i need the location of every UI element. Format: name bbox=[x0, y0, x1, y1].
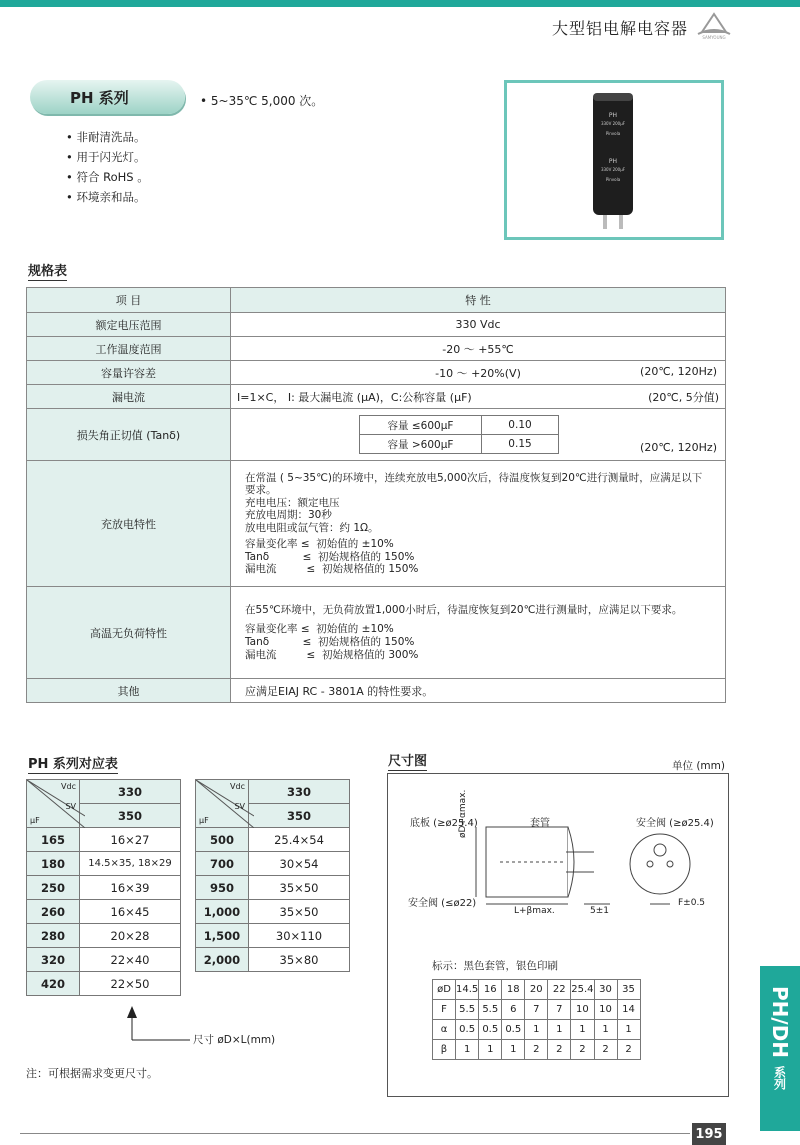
table-row: 320 22×40 2,000 35×80 bbox=[27, 948, 350, 972]
feature-item: • 环境亲和品。 bbox=[66, 190, 146, 204]
row-value bbox=[231, 385, 726, 409]
pitch-label: F±0.5 bbox=[678, 898, 706, 908]
vent-label: 安全阀 (≥ø25.4) bbox=[636, 818, 714, 829]
product-photo bbox=[504, 80, 724, 240]
ht-line: Tanδ ≤ 初始规格值的 150% bbox=[245, 635, 415, 648]
row-value: 330 Vdc bbox=[231, 313, 726, 337]
size-note: 尺寸 øD×L(mm) bbox=[193, 1034, 276, 1046]
row-label: 额定电压范围 bbox=[27, 313, 231, 337]
feature-item: • 用于闪光灯。 bbox=[66, 150, 146, 164]
svg-text:330V 200µF: 330V 200µF bbox=[600, 167, 626, 172]
row-value bbox=[231, 461, 726, 587]
leakage-condition: (20℃, 5分值) bbox=[648, 390, 719, 404]
cd-line: 充放电周期：30秒 bbox=[245, 509, 332, 521]
unit-label: 单位 (mm) bbox=[672, 760, 725, 772]
col-header-item: 项 目 bbox=[27, 288, 231, 313]
tan-cell: 容量 >600µF bbox=[360, 435, 482, 454]
samyoung-logo-icon bbox=[694, 12, 734, 40]
ht-line: 漏电流 ≤ 初始规格值的 300% bbox=[245, 648, 419, 661]
leakage-value: I=1×C， I: 最大漏电流 (µA)，C:公称容量 (µF) bbox=[237, 390, 472, 404]
col-header-char: 特 性 bbox=[231, 288, 726, 313]
table-row bbox=[27, 409, 726, 461]
header-title: 大型铝电解电容器 bbox=[551, 19, 688, 38]
uf-label: µF bbox=[199, 816, 209, 825]
sv-label: SV bbox=[234, 802, 245, 811]
footer-rule bbox=[20, 1133, 690, 1134]
row-value bbox=[231, 361, 726, 385]
cd-line: 在常温 ( 5~35℃)的环境中，连续充放电5,000次后，待温度恢复到20℃进行测量时，应满足以下要求。 bbox=[245, 471, 703, 496]
svg-text:330V 200µF: 330V 200µF bbox=[600, 121, 626, 126]
vdc-label: Vdc bbox=[61, 782, 76, 791]
tolerance-value: -10 ～ +20%(V) bbox=[435, 366, 521, 380]
sv-label: SV bbox=[65, 802, 76, 811]
uf-label: µF bbox=[30, 816, 40, 825]
vent-bottom-label: 安全阀 (≤ø22) bbox=[408, 898, 477, 909]
side-tab-title: PH/DH bbox=[768, 986, 792, 1059]
row-value bbox=[231, 587, 726, 679]
row-label: 工作温度范围 bbox=[27, 337, 231, 361]
side-tab-sub: 系列 bbox=[772, 1066, 787, 1091]
table-row: 420 22×50 bbox=[27, 972, 350, 996]
svg-text:PH: PH bbox=[608, 112, 618, 119]
page-number: 195 bbox=[692, 1123, 726, 1145]
col-voltage: 330 bbox=[80, 780, 181, 804]
dimension-drawing bbox=[388, 774, 728, 914]
table-row: 260 16×45 1,000 35×50 bbox=[27, 900, 350, 924]
table-row bbox=[27, 313, 726, 337]
cd-line: Tanδ ≤ 初始规格值的 150% bbox=[245, 550, 415, 563]
top-accent-bar bbox=[0, 0, 800, 7]
cd-line: 容量变化率 ≤ 初始值的 ±10% bbox=[245, 538, 394, 550]
correspond-title: PH 系列对应表 bbox=[28, 753, 118, 774]
table-row bbox=[27, 337, 726, 361]
table-row bbox=[27, 288, 726, 313]
dimension-diagram bbox=[387, 773, 729, 1097]
marking-note: 标示：黑色套管，银色印刷 bbox=[432, 960, 558, 972]
spec-section-title: 规格表 bbox=[28, 260, 67, 281]
row-value: -20 ～ +55℃ bbox=[231, 337, 726, 361]
row-label: 容量许容差 bbox=[27, 361, 231, 385]
col-surge: 350 bbox=[80, 804, 181, 828]
tan-cell: 0.10 bbox=[482, 416, 559, 435]
feature-item: • 非耐清洗品。 bbox=[66, 130, 146, 144]
row-label: 其他 bbox=[27, 679, 231, 703]
row-label: 损失角正切值 (Tanδ) bbox=[27, 409, 231, 461]
diameter-label: øD+αmax. bbox=[458, 789, 468, 838]
tan-condition: (20℃, 120Hz) bbox=[640, 441, 717, 454]
feature-list bbox=[66, 127, 149, 207]
table-row: α 0.5 0.5 0.5 1 1 1 1 1 bbox=[433, 1020, 641, 1040]
size-pointer-arrow-icon bbox=[120, 1004, 200, 1044]
cd-line: 放电电阻或氙气管：约 1Ω。 bbox=[245, 521, 379, 534]
tan-cell: 0.15 bbox=[482, 435, 559, 454]
row-label: 充放电特性 bbox=[27, 461, 231, 587]
feature-item: • 符合 RoHS 。 bbox=[66, 170, 149, 184]
table-row bbox=[27, 679, 726, 703]
col-voltage: 330 bbox=[249, 780, 350, 804]
dimension-title: 尺寸图 bbox=[388, 750, 427, 771]
table-row: F 5.5 5.5 6 7 7 10 10 14 bbox=[433, 1000, 641, 1020]
side-tab bbox=[760, 966, 800, 1131]
footnote: 注：可根据需求变更尺寸。 bbox=[26, 1067, 158, 1080]
svg-text:PH: PH bbox=[608, 158, 618, 165]
row-label: 漏电流 bbox=[27, 385, 231, 409]
col-surge: 350 bbox=[249, 804, 350, 828]
row-value: 应满足EIAJ RC - 3801A 的特性要求。 bbox=[231, 679, 726, 703]
table-row: 180 14.5×35, 18×29 700 30×54 bbox=[27, 852, 350, 876]
sleeve-label: 套管 bbox=[530, 818, 550, 829]
tan-cell: 容量 ≤600µF bbox=[360, 416, 482, 435]
corner-header bbox=[27, 780, 80, 828]
table-row bbox=[27, 361, 726, 385]
cd-line: 漏电流 ≤ 初始规格值的 150% bbox=[245, 563, 419, 575]
table-row: 280 20×28 1,500 30×110 bbox=[27, 924, 350, 948]
tolerance-condition: (20℃, 120Hz) bbox=[640, 364, 717, 378]
svg-text:Pinvola: Pinvola bbox=[605, 177, 621, 182]
vdc-label: Vdc bbox=[230, 782, 245, 791]
base-label: 底板 (≥ø25.4) bbox=[410, 818, 478, 829]
table-row: øD 14.5 16 18 20 22 25.4 30 35 bbox=[433, 980, 641, 1000]
length-label: L+βmax. bbox=[514, 906, 555, 916]
capacitor-image bbox=[507, 83, 721, 237]
table-row bbox=[27, 385, 726, 409]
table-row: β 1 1 1 2 2 2 2 2 bbox=[433, 1040, 641, 1060]
ht-line: 容量变化率 ≤ 初始值的 ±10% bbox=[245, 622, 394, 635]
series-note: • 5~35℃ 5,000 次。 bbox=[200, 94, 324, 108]
row-value bbox=[231, 409, 726, 461]
table-row bbox=[27, 461, 726, 587]
cd-line: 充电电压：额定电压 bbox=[245, 496, 340, 509]
dimension-table bbox=[432, 979, 641, 1060]
table-row: 250 16×39 950 35×50 bbox=[27, 876, 350, 900]
correspond-table bbox=[26, 779, 350, 996]
svg-text:SAMYOUNG: SAMYOUNG bbox=[702, 35, 726, 40]
lead-label: 5±1 bbox=[590, 906, 609, 916]
series-badge: PH 系列 bbox=[30, 80, 185, 114]
tan-subtable bbox=[359, 415, 559, 454]
spec-table bbox=[26, 287, 726, 703]
ht-line: 在55℃环境中，无负荷放置1,000小时后，待温度恢复到20℃进行测量时，应满足以下要求。 bbox=[245, 603, 683, 616]
table-row: 165 16×27 500 25.4×54 bbox=[27, 828, 350, 852]
row-label: 高温无负荷特性 bbox=[27, 587, 231, 679]
corner-header bbox=[196, 780, 249, 828]
svg-text:Pinvola: Pinvola bbox=[605, 131, 621, 136]
table-row bbox=[27, 587, 726, 679]
